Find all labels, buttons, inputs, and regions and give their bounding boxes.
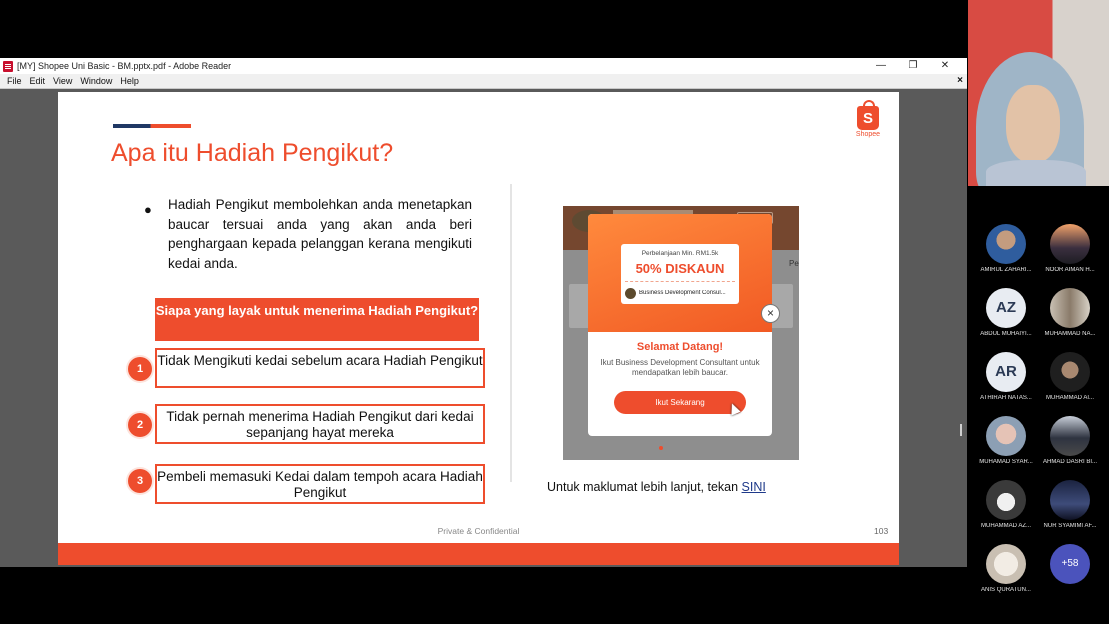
participant-avatar: [1050, 288, 1090, 328]
shopee-bag-icon: S: [857, 106, 879, 130]
participant-name: MUHAMMAD AZ...: [980, 523, 1031, 529]
meeting-panel: [968, 0, 1109, 624]
participant-tile[interactable]: [1037, 288, 1103, 337]
step-number-1: 1: [128, 357, 152, 381]
participant-avatar: [986, 416, 1026, 456]
participant-name: MUHAMAD SYAR...: [979, 459, 1033, 465]
tab-label-partial: Pe: [789, 259, 799, 268]
voucher-separator: [625, 281, 735, 282]
participant-avatar: [1050, 480, 1090, 520]
shopee-logo-text: Shopee: [855, 131, 881, 138]
popup-banner: [588, 214, 772, 332]
participant-tile[interactable]: [1037, 352, 1103, 401]
participant-tile[interactable]: [973, 352, 1039, 401]
popup-welcome: Selamat Datang!: [636, 341, 724, 353]
bullet-text: Hadiah Pengikut membolehkan anda menetapkan baucar tersuai anda yang akan anda beri penghargaan kepada pelanggan kerana mengikuti kedai anda.: [168, 197, 472, 271]
follower-prize-popup: [588, 214, 772, 436]
step-box-1: Tidak Mengikuti kedai sebelum acara Hadiah Pengikut: [155, 348, 485, 388]
step-number-3: 3: [128, 469, 152, 493]
participant-avatar: [1050, 352, 1090, 392]
footer-strip: [58, 543, 899, 565]
participant-name: MUHAMMAD AI...: [1045, 395, 1094, 401]
footer-confidential: Private & Confidential: [437, 526, 520, 536]
close-window-button[interactable]: ✕: [940, 60, 950, 71]
participant-tile[interactable]: [1037, 224, 1103, 273]
minimize-button[interactable]: —: [876, 60, 886, 71]
voucher-discount: 50% DISKAUN: [635, 261, 725, 276]
slide-title: Apa itu Hadiah Pengikut?: [111, 139, 394, 167]
participant-name: ANIS QURATUN...: [981, 587, 1031, 593]
participant-tile[interactable]: [973, 288, 1039, 337]
window-controls: [865, 58, 961, 74]
voucher-min-spend: Perbelanjaan Min. RM1.5k: [641, 250, 719, 257]
menu-help[interactable]: Help: [120, 76, 139, 86]
close-document-button[interactable]: ×: [957, 75, 963, 86]
voucher-card: [621, 244, 739, 304]
participant-avatar: [986, 224, 1026, 264]
step-box-3: Pembeli memasuki Kedai dalam tempoh acara Hadiah Pengikut: [155, 464, 485, 504]
participant-tile[interactable]: [1037, 480, 1103, 529]
participant-name: MUHAMMAD NA...: [1044, 331, 1096, 337]
slide-page-number: 103: [874, 526, 889, 536]
presenter-video[interactable]: [968, 0, 1109, 186]
participant-tile[interactable]: [973, 480, 1039, 529]
menu-file[interactable]: File: [7, 76, 22, 86]
menu-window[interactable]: Window: [80, 76, 113, 86]
participant-avatar: [986, 480, 1026, 520]
participant-tile[interactable]: [973, 224, 1039, 273]
participant-avatar: [986, 544, 1026, 584]
more-participants-button[interactable]: [1037, 544, 1103, 584]
participant-name: ATHIRAH NATAS...: [980, 395, 1032, 401]
step-box-2: Tidak pernah menerima Hadiah Pengikut dari kedai sepanjang hayat mereka: [155, 404, 485, 444]
restore-button[interactable]: ❐: [908, 60, 918, 71]
column-divider: [510, 184, 512, 482]
page-indicator-dot: [659, 446, 663, 450]
phone-screenshot: [563, 206, 799, 460]
voucher-shop-name: Business Development Consul...: [639, 290, 726, 296]
participant-name: AMIRUL ZAHARI...: [980, 267, 1032, 273]
participant-avatar: [1050, 416, 1090, 456]
participant-name: NUR SYAMIMI AF...: [1043, 523, 1097, 529]
bullet-icon: ●: [144, 202, 152, 217]
scrollbar-thumb[interactable]: [960, 424, 962, 436]
more-participants-count: +58: [1050, 544, 1090, 584]
window-title: [MY] Shopee Uni Basic - BM.pptx.pdf - Adobe Reader: [17, 61, 232, 71]
participant-tile[interactable]: [973, 416, 1039, 465]
more-info-prefix: Untuk maklumat lebih lanjut, tekan: [547, 480, 742, 494]
participant-avatar: [1050, 224, 1090, 264]
participant-name: NOOR AIMAN H...: [1045, 267, 1095, 273]
menu-view[interactable]: View: [53, 76, 73, 86]
presenter-face: [1006, 85, 1060, 163]
popup-subtext: Ikut Business Development Consultant untuk mendapatkan lebih baucar.: [600, 358, 760, 377]
participant-tile[interactable]: [1037, 416, 1103, 465]
participant-name: ABDUL MUHAIYI...: [980, 331, 1032, 337]
popup-close-icon[interactable]: ×: [761, 304, 780, 323]
shopee-logo: [854, 106, 882, 138]
title-accent-bar: [113, 124, 191, 128]
more-info-link[interactable]: SINI: [741, 480, 766, 494]
pdf-file-icon: [3, 61, 13, 72]
participant-initials: AR: [986, 352, 1026, 392]
participant-initials: AZ: [986, 288, 1026, 328]
eligibility-header: Siapa yang layak untuk menerima Hadiah Pengikut?: [155, 298, 479, 341]
slide-page: [58, 92, 899, 565]
participant-name: AHMAD DASRI BI...: [1042, 459, 1097, 465]
presenter-shoulders: [986, 160, 1086, 186]
title-bar: [0, 58, 967, 74]
participant-tile[interactable]: [973, 544, 1039, 593]
menu-bar: [0, 74, 967, 89]
menu-edit[interactable]: Edit: [29, 76, 46, 86]
follow-now-button[interactable]: Ikut Sekarang: [614, 391, 746, 414]
step-number-2: 2: [128, 413, 152, 437]
more-info-text: [547, 480, 766, 494]
shop-logo-icon: [625, 288, 636, 299]
